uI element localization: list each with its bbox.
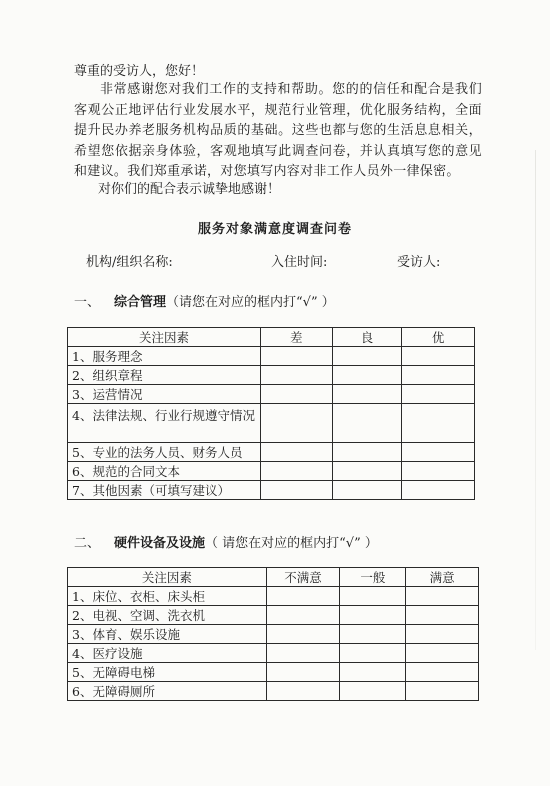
factor-label: 7、其他因素（可填写建议） bbox=[68, 481, 261, 500]
letter-body: 非常感谢您对我们工作的支持和帮助。您的的信任和配合是我们客观公正地评估行业发展水平，规范行业管理，优化服务结构，全面提升民办养老服务机构品质的基础。这些也都与您的生活息息相关，希望您依据亲身体验，客观地填写此调查问卷，并认真填写您的意见和建议。我们郑重承诺，对您填写内容对非工作人员外一律保密。 bbox=[74, 82, 482, 179]
rating-cell[interactable] bbox=[406, 663, 479, 682]
rating-cell[interactable] bbox=[402, 347, 475, 366]
rating-cell[interactable] bbox=[332, 366, 402, 385]
rating-cell[interactable] bbox=[340, 606, 406, 625]
factor-label: 2、电视、空调、洗衣机 bbox=[68, 606, 267, 625]
rating-cell[interactable] bbox=[260, 404, 332, 443]
section2-name: 硬件设备及设施 bbox=[114, 536, 206, 551]
rating-cell[interactable] bbox=[260, 462, 332, 481]
section1-name: 综合管理 bbox=[114, 295, 167, 310]
section2-table bbox=[67, 567, 479, 701]
factor-label: 4、医疗设施 bbox=[68, 644, 267, 663]
col-header-good: 良 bbox=[332, 328, 402, 347]
rating-cell[interactable] bbox=[332, 404, 402, 443]
col-header-factor: 关注因素 bbox=[68, 328, 261, 347]
factor-label: 4、法律法规、行业行规遵守情况 bbox=[68, 404, 261, 443]
table-row bbox=[68, 587, 479, 606]
col-header-unsatisfied: 不满意 bbox=[266, 568, 340, 587]
rating-cell[interactable] bbox=[402, 462, 475, 481]
rating-cell[interactable] bbox=[332, 347, 402, 366]
rating-cell[interactable] bbox=[402, 404, 475, 443]
rating-cell[interactable] bbox=[340, 625, 406, 644]
rating-cell[interactable] bbox=[332, 481, 402, 500]
rating-cell[interactable] bbox=[266, 682, 340, 701]
rating-cell[interactable] bbox=[266, 663, 340, 682]
org-name-label: 机构/组织名称: bbox=[86, 255, 173, 270]
rating-cell[interactable] bbox=[260, 481, 332, 500]
table-row bbox=[68, 644, 479, 663]
rating-cell[interactable] bbox=[406, 606, 479, 625]
section1-table bbox=[67, 327, 475, 500]
questionnaire-title: 服务对象满意度调查问卷 bbox=[197, 222, 352, 237]
rating-cell[interactable] bbox=[266, 644, 340, 663]
rating-cell[interactable] bbox=[340, 587, 406, 606]
table-row bbox=[68, 347, 475, 366]
letter-thanks: 对你们的配合表示诚挚地感谢！ bbox=[98, 182, 281, 197]
rating-cell[interactable] bbox=[340, 663, 406, 682]
section1-heading bbox=[74, 291, 335, 310]
section2-number: 二、 bbox=[74, 536, 101, 551]
rating-cell[interactable] bbox=[406, 625, 479, 644]
rating-cell[interactable] bbox=[260, 366, 332, 385]
col-header-satisfied: 满意 bbox=[406, 568, 479, 587]
col-header-excellent: 优 bbox=[402, 328, 475, 347]
section1-number: 一、 bbox=[74, 295, 101, 310]
checkin-time-label: 入住时间: bbox=[271, 255, 328, 270]
table-header-row bbox=[68, 328, 475, 347]
rating-cell[interactable] bbox=[402, 481, 475, 500]
factor-label: 2、组织章程 bbox=[68, 366, 261, 385]
rating-cell[interactable] bbox=[266, 606, 340, 625]
table-row bbox=[68, 404, 475, 443]
table-row bbox=[68, 682, 479, 701]
table-row bbox=[68, 443, 475, 462]
rating-cell[interactable] bbox=[402, 385, 475, 404]
rating-cell[interactable] bbox=[266, 625, 340, 644]
interviewee-label: 受访人: bbox=[397, 255, 441, 270]
rating-cell[interactable] bbox=[402, 366, 475, 385]
factor-label: 1、服务理念 bbox=[68, 347, 261, 366]
rating-cell[interactable] bbox=[332, 462, 402, 481]
rating-cell[interactable] bbox=[332, 443, 402, 462]
rating-cell[interactable] bbox=[402, 443, 475, 462]
scan-edge-shadow bbox=[535, 150, 536, 650]
factor-label: 1、床位、衣柜、床头柜 bbox=[68, 587, 267, 606]
table-row bbox=[68, 481, 475, 500]
col-header-poor: 差 bbox=[260, 328, 332, 347]
rating-cell[interactable] bbox=[260, 385, 332, 404]
factor-label: 6、规范的合同文本 bbox=[68, 462, 261, 481]
rating-cell[interactable] bbox=[406, 682, 479, 701]
rating-cell[interactable] bbox=[260, 347, 332, 366]
table-header-row bbox=[68, 568, 479, 587]
section2-heading bbox=[74, 532, 378, 551]
factor-label: 6、无障碍厕所 bbox=[68, 682, 267, 701]
table-row bbox=[68, 462, 475, 481]
section1-instruction: （请您在对应的框内打“√” ） bbox=[166, 295, 335, 310]
table-row bbox=[68, 606, 479, 625]
rating-cell[interactable] bbox=[340, 644, 406, 663]
rating-cell[interactable] bbox=[266, 587, 340, 606]
table-row bbox=[68, 385, 475, 404]
factor-label: 3、运营情况 bbox=[68, 385, 261, 404]
table-row bbox=[68, 366, 475, 385]
rating-cell[interactable] bbox=[332, 385, 402, 404]
col-header-factor: 关注因素 bbox=[68, 568, 267, 587]
rating-cell[interactable] bbox=[260, 443, 332, 462]
col-header-average: 一般 bbox=[340, 568, 406, 587]
table-row bbox=[68, 663, 479, 682]
table-row bbox=[68, 625, 479, 644]
rating-cell[interactable] bbox=[406, 644, 479, 663]
rating-cell[interactable] bbox=[406, 587, 479, 606]
factor-label: 5、无障碍电梯 bbox=[68, 663, 267, 682]
rating-cell[interactable] bbox=[340, 682, 406, 701]
section2-instruction: （ 请您在对应的框内打“√” ） bbox=[205, 536, 378, 551]
factor-label: 3、体育、娱乐设施 bbox=[68, 625, 267, 644]
letter-greeting: 尊重的受访人，您好！ bbox=[74, 64, 205, 79]
factor-label: 5、专业的法务人员、财务人员 bbox=[68, 443, 261, 462]
